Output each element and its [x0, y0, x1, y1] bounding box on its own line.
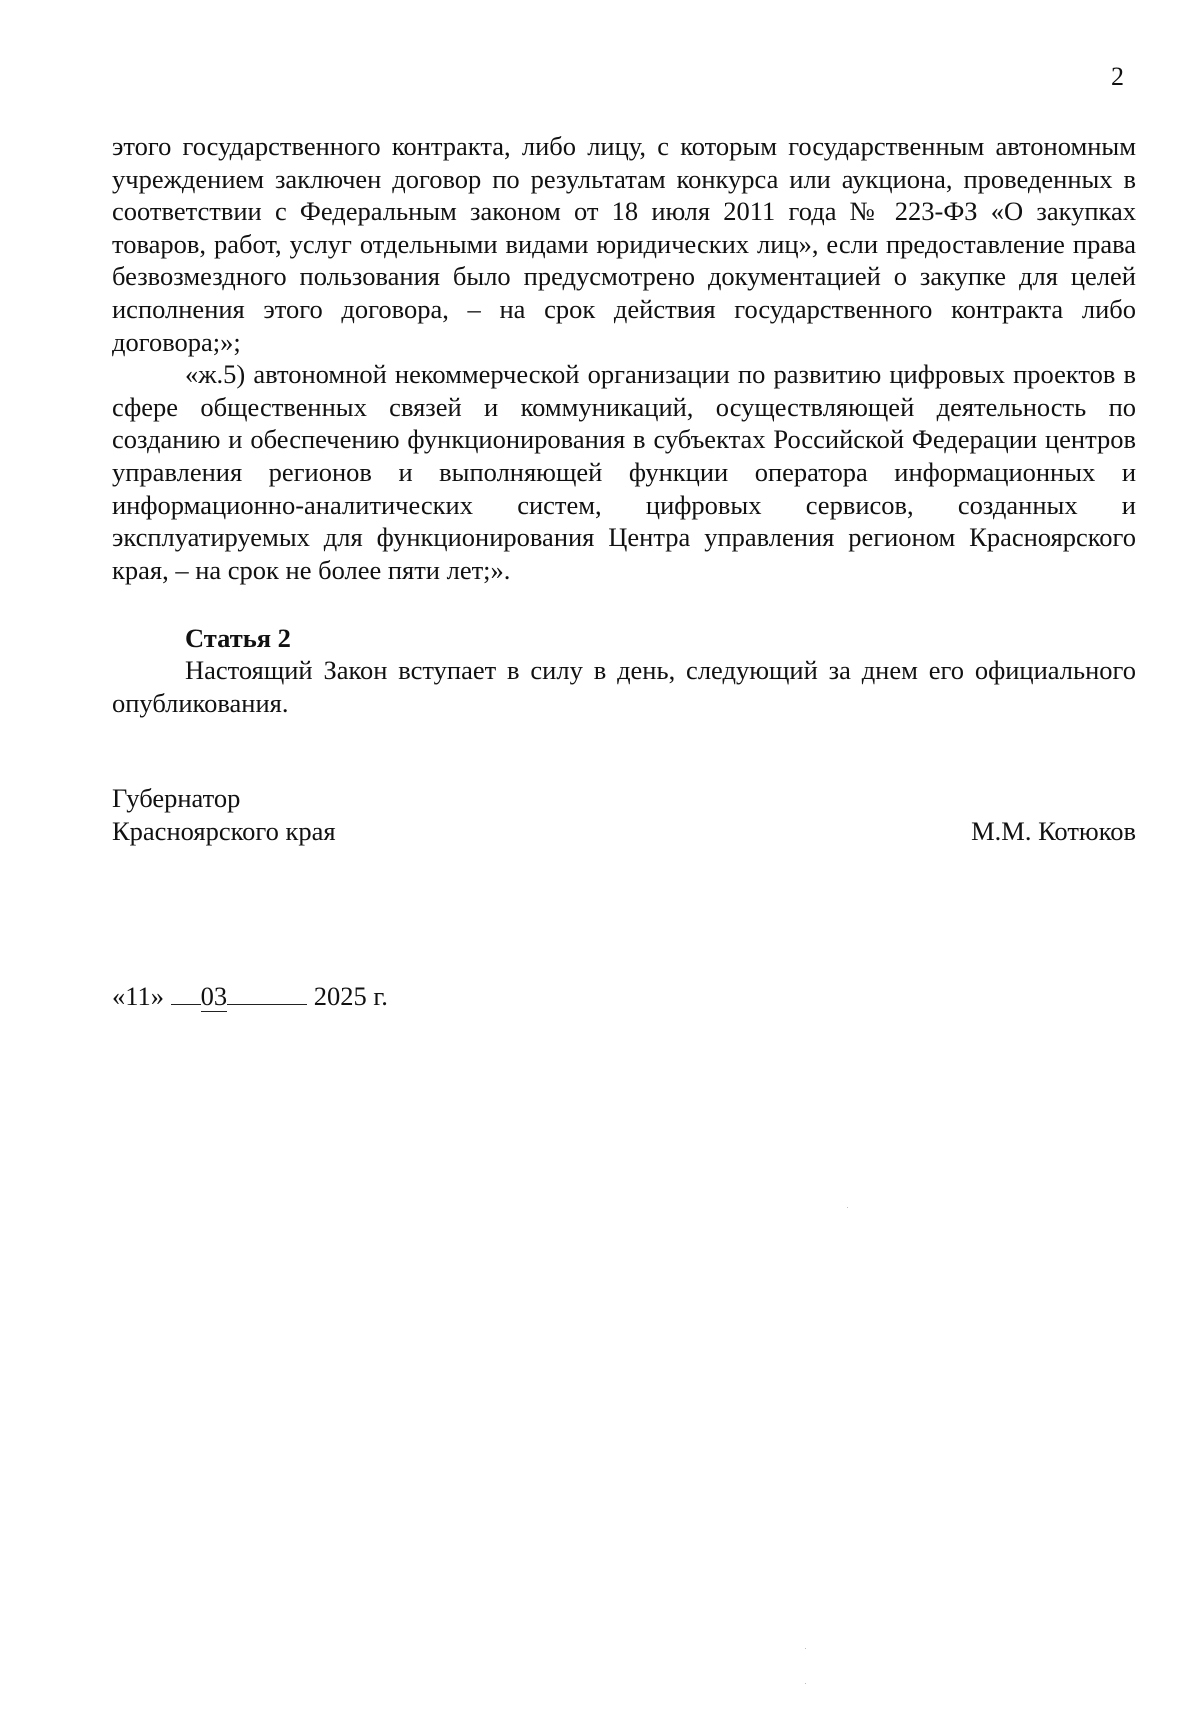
signatory-name: М.М. Котюков — [971, 815, 1136, 846]
signing-date — [112, 980, 388, 1012]
document-body — [112, 130, 1136, 586]
date-month: 03 — [200, 981, 228, 1011]
signatory-title-line-1: Губернатор — [112, 783, 241, 813]
date-blank-before-month — [171, 1004, 201, 1005]
date-day: «11» — [112, 981, 165, 1011]
article-2-text: Настоящий Закон вступает в силу в день, следующий за днем его официального опубликования. — [112, 655, 1136, 718]
signature-block — [112, 782, 1136, 847]
paragraph-continuation: этого государственного контракта, либо лицу, с которым государственным автономным учреждением заключен договор по результатам конкурса или аукциона, проведенных в соответствии с Федеральным законом от 18 июля 2011 года № 223-ФЗ «О закупках товаров, работ, услуг отдельными видами юридических лиц», если предоставление права безвозмездного пользования было предусмотрено документацией о закупке для целей исполнения этого договора, – на срок действия государственного контракта либо договора;»; — [112, 131, 1136, 357]
scan-speck — [805, 1683, 806, 1684]
article-2-body — [112, 654, 1136, 719]
date-blank-after-month — [227, 1004, 307, 1005]
date-year: 2025 г. — [313, 981, 388, 1011]
scan-speck — [847, 1207, 848, 1208]
scan-speck — [805, 1648, 806, 1649]
paragraph-item-zh5: «ж.5) автономной некоммерческой организации по развитию цифровых проектов в сфере общественных связей и коммуникаций, осуществляющей деятельность по созданию и обеспечению функционирования в субъектах Российской Федерации центров управления регионов и выполняющей функции оператора информационных и информационно-аналитических систем, цифровых сервисов, созданных и эксплуатируемых для функционирования Центра управления регионом Красноярского края, – на срок не более пяти лет;». — [112, 359, 1136, 585]
page-number: 2 — [1111, 62, 1124, 91]
signatory-title-line-2: Красноярского края — [112, 815, 336, 846]
article-2-heading: Статья 2 — [185, 623, 291, 653]
